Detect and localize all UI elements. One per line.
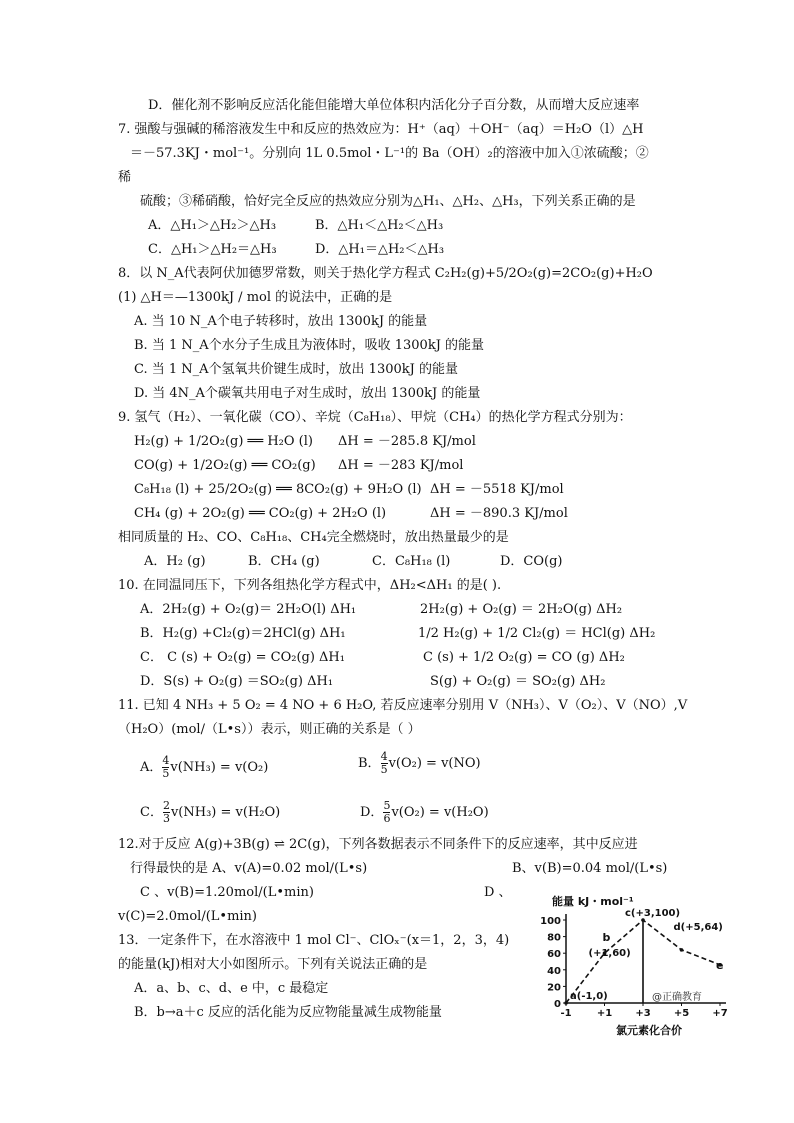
point-c-label: c(+3,100) (625, 908, 681, 919)
chart-watermark: @正确教育 (652, 992, 702, 1003)
q11-d-numerator: 5 (383, 799, 391, 812)
q9-stem: 9. 氢气（H₂）、一氧化碳（CO）、辛烷（C₈H₁₈）、甲烷（CH₄）的热化学方程式分别为： (118, 410, 632, 425)
q7-option-d: D．△H₁＝△H₂＜△H₃ (315, 242, 445, 257)
q7-option-a: A．△H₁＞△H₂＞△H₃ (148, 218, 277, 233)
q9-option-a: A．H₂ (g) (144, 554, 206, 569)
y-tick-label: 20 (547, 982, 561, 994)
q8-option-a: A. 当 10 N_A个电子转移时，放出 1300kJ 的能量 (134, 314, 428, 329)
q9-dh-3: ΔH = －5518 KJ/mol (430, 482, 564, 497)
q10-option-a-2: 2H₂(g) + O₂(g) ＝ 2H₂O(g) ΔH₂ (420, 602, 623, 617)
q13-stem-line2: 的能量(kJ)相对大小如图所示。下列有关说法正确的是 (118, 957, 428, 972)
q7-option-c: C．△H₁＞△H₂＝△H₃ (148, 242, 277, 257)
q11-stem-line1: 11. 已知 4 NH₃ + 5 O₂ = 4 NO + 6 H₂O, 若反应速率分别用 V（NH₃）、V（O₂）、V（NO）,V (118, 698, 688, 713)
q11-option-a-fraction (162, 755, 169, 780)
point-e-label: e (716, 958, 724, 972)
q11-b-numerator: 4 (380, 750, 388, 763)
q11-option-d-fraction (383, 800, 390, 825)
q10-stem: 10. 在同温同压下，下列各组热化学方程式中，ΔH₂<ΔH₁ 的是( ). (118, 578, 502, 593)
q7-stem-line4: 硫酸；③稀硝酸，恰好完全反应的热效应分别为△H₁、△H₂、△H₃，下列关系正确的是 (140, 194, 636, 209)
point-a (564, 1001, 568, 1005)
q8-option-b: B. 当 1 N_A个水分子生成且为液体时，吸收 1300kJ 的能量 (134, 338, 485, 353)
point-d-label: d(+5,64) (673, 921, 723, 933)
q10-option-b-2: 1/2 H₂(g) + 1/2 Cl₂(g) ＝ HCl(g) ΔH₂ (418, 626, 656, 641)
q11-c-numerator: 2 (162, 799, 170, 812)
chart-title: 能量 kJ・mol⁻¹ (552, 895, 634, 908)
x-tick-label: +3 (635, 1008, 651, 1019)
point-b-letter: b (602, 931, 611, 945)
q6-option-d: D．催化剂不影响反应活化能但能增大单位体积内活化分子百分数，从而增大反应速率 (148, 98, 640, 113)
q10-option-a-1: A．2H₂(g) + O₂(g)＝ 2H₂O(l) ΔH₁ (140, 602, 357, 617)
q11-option-c-fraction (163, 800, 170, 825)
q12-stem-line1: 12.对于反应 A(g)+3B(g) ⇌ 2C(g)，下列各数据表示不同条件下的反应速率，其中反应进 (118, 837, 638, 852)
q7-stem-line1: 7. 强酸与强碱的稀溶液发生中和反应的热效应为：H⁺（aq）＋OH⁻（aq）＝H₂O（l）△H (118, 122, 644, 137)
q11-option-d-expr: v(O₂) = v(H₂O) (391, 805, 489, 820)
q13-option-a: A．a、b、c、d、e 中，c 最稳定 (134, 981, 329, 996)
q9-equation-4: CH₄ (g) + 2O₂(g) ══ CO₂(g) + 2H₂O (l) (134, 506, 387, 521)
q11-option-a (140, 755, 268, 780)
chart-x-label: 氯元素化合价 (616, 1024, 682, 1037)
q12-stem-line2: 行得最快的是 A、v(A)=0.02 mol/(L•s) (130, 861, 368, 876)
energy-chart (528, 888, 734, 1038)
q9-equation-1: H₂(g) + 1/2O₂(g) ══ H₂O (l) (134, 434, 313, 449)
q11-option-b-fraction (381, 751, 388, 776)
q10-option-c-1: C． C (s) + O₂(g) = CO₂(g) ΔH₁ (140, 650, 345, 665)
q11-option-b (358, 751, 481, 776)
q7-stem-line3: 稀 (118, 170, 132, 185)
energy-chart-svg (528, 888, 734, 1038)
q11-d-denominator: 6 (383, 812, 391, 825)
q11-option-d (360, 800, 489, 825)
q8-option-d: D. 当 4N_A个碳氧共用电子对生成时，放出 1300kJ 的能量 (134, 386, 481, 401)
q11-option-c (140, 800, 280, 825)
x-tick-label: +1 (596, 1008, 613, 1019)
y-tick-label: 40 (547, 965, 561, 977)
y-tick-label: 60 (547, 949, 561, 961)
q11-stem-line2: （H₂O）(mol/（L•s））表示，则正确的关系是（ ） (118, 722, 421, 737)
y-tick-label: 100 (540, 916, 561, 927)
point-a-label: a(-1,0) (570, 991, 608, 1002)
x-tick-label: +7 (712, 1008, 728, 1019)
q9-dh-4: ΔH = －890.3 KJ/mol (430, 506, 568, 521)
y-tick-label: 0 (554, 999, 561, 1010)
q12-option-b: B、v(B)=0.04 mol/(L•s) (512, 861, 668, 876)
q11-b-denominator: 5 (380, 763, 388, 776)
point-d (680, 948, 684, 952)
q9-dh-1: ΔH = －285.8 KJ/mol (338, 434, 476, 449)
q11-option-a-label: A． (140, 760, 163, 775)
q12-option-d: v(C)=2.0mol/(L•min) (118, 909, 257, 924)
q9-option-c: C．C₈H₁₈ (l) (372, 554, 451, 569)
q10-option-d-2: S(g) + O₂(g) ＝ SO₂(g) ΔH₂ (430, 674, 606, 689)
q11-option-b-expr: v(O₂) = v(NO) (388, 756, 481, 771)
q11-option-c-label: C． (140, 805, 163, 820)
q10-option-c-2: C (s) + 1/2 O₂(g) = CO (g) ΔH₂ (423, 650, 625, 665)
q9-stem-2: 相同质量的 H₂、CO、C₈H₁₈、CH₄完全燃烧时，放出热量最少的是 (118, 530, 509, 545)
x-tick-label: -1 (560, 1008, 572, 1019)
q8-option-c: C. 当 1 N_A个氢氧共价键生成时，放出 1300kJ 的能量 (134, 362, 458, 377)
q11-option-a-expr: v(NH₃) = v(O₂) (170, 760, 269, 775)
q13-stem-line1: 13．一定条件下，在水溶液中 1 mol Cl⁻、ClOₓ⁻(x＝1，2，3，4) (118, 933, 510, 948)
x-tick-label: +5 (673, 1008, 690, 1019)
q11-a-numerator: 4 (162, 754, 170, 767)
q9-option-b: B．CH₄ (g) (248, 554, 320, 569)
q10-option-b-1: B．H₂(g) +Cl₂(g)＝2HCl(g) ΔH₁ (140, 626, 346, 641)
q9-equation-3: C₈H₁₈ (l) + 25/2O₂(g) ══ 8CO₂(g) + 9H₂O (l) (134, 482, 422, 497)
q9-equation-2: CO(g) + 1/2O₂(g) ══ CO₂(g) (134, 458, 316, 473)
q10-option-d-1: D．S(s) + O₂(g) ＝SO₂(g) ΔH₁ (140, 674, 334, 689)
q9-option-d: D．CO(g) (500, 554, 563, 569)
q12-option-c: C 、v(B)=1.20mol/(L•min) (140, 885, 314, 900)
q11-c-denominator: 3 (162, 812, 170, 825)
q8-stem-line1: 8．以 N_A代表阿伏加德罗常数，则关于热化学方程式 C₂H₂(g)+5/2O₂(g)=2CO₂(g)+H₂O (118, 266, 653, 281)
q13-option-b: B．b→a＋c 反应的活化能为反应物能量减生成物能量 (134, 1005, 442, 1020)
q11-option-c-expr: v(NH₃) = v(H₂O) (170, 805, 281, 820)
q9-dh-2: ΔH = －283 KJ/mol (338, 458, 464, 473)
q12-option-d-prefix: D 、 (484, 885, 512, 900)
q7-stem-line2: ＝－57.3KJ・mol⁻¹。分别向 1L 0.5mol・L⁻¹的 Ba（OH）₂的溶液中加入①浓硫酸；② (130, 146, 649, 161)
q11-option-d-label: D． (360, 805, 384, 820)
point-b-label: (+1,60) (588, 948, 631, 960)
q11-a-denominator: 5 (162, 767, 170, 780)
y-tick-label: 80 (547, 932, 561, 944)
q7-option-b: B．△H₁＜△H₂＜△H₃ (315, 218, 444, 233)
q11-option-b-label: B． (358, 756, 381, 771)
q8-stem-line2: (1) △H＝—1300kJ / mol 的说法中，正确的是 (118, 290, 393, 305)
